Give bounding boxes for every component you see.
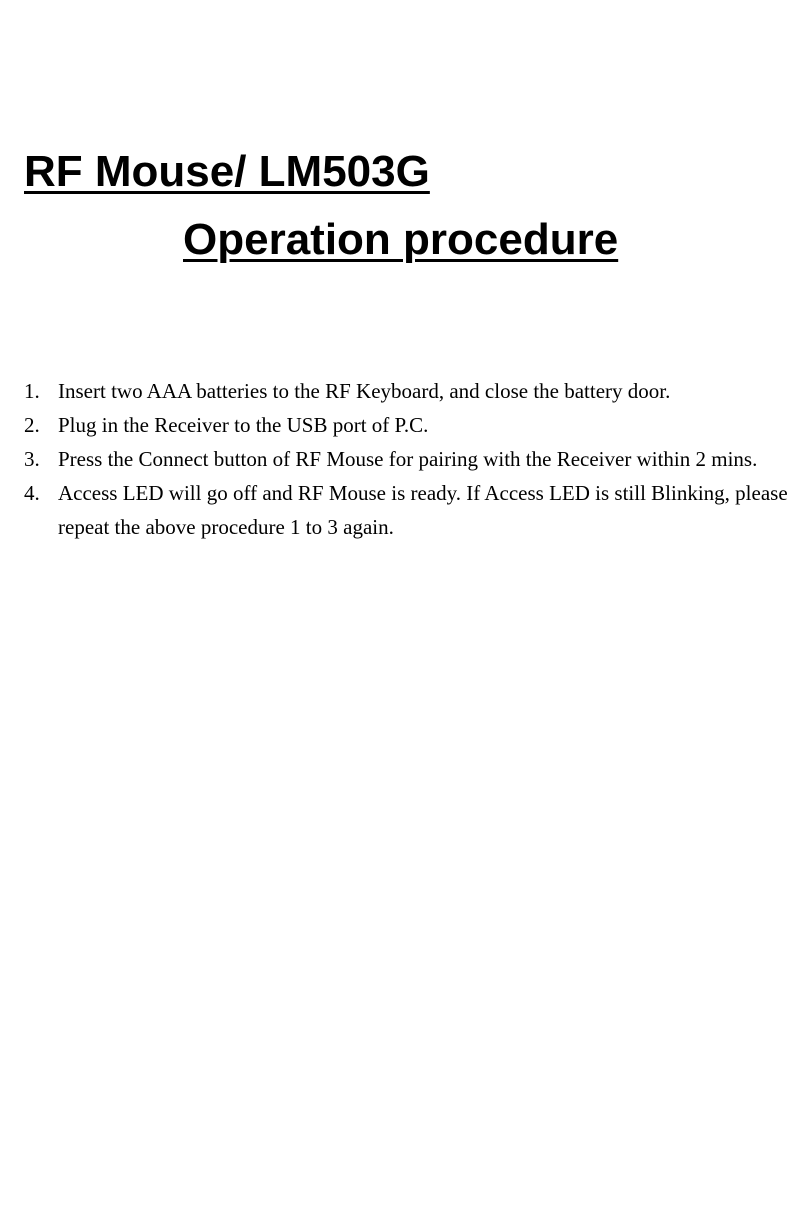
procedure-step-3 — [24, 442, 794, 476]
step-number: 4. — [24, 481, 40, 505]
procedure-steps-list — [24, 374, 794, 544]
document-subtitle: Operation procedure — [183, 215, 619, 264]
step-number: 1. — [24, 379, 40, 403]
procedure-step-4 — [24, 476, 794, 544]
step-text: Insert two AAA batteries to the RF Keyboard, and close the battery door. — [58, 379, 671, 403]
procedure-step-1 — [24, 374, 794, 408]
step-number: 2. — [24, 413, 40, 437]
procedure-step-2 — [24, 408, 794, 442]
step-number: 3. — [24, 447, 40, 471]
document-title: RF Mouse/ LM503G — [24, 147, 430, 196]
step-text: Access LED will go off and RF Mouse is ready. If Access LED is still Blinking, please repeat the above procedure 1 to 3 again. — [58, 481, 788, 539]
step-text: Press the Connect button of RF Mouse for pairing with the Receiver within 2 mins. — [58, 447, 758, 471]
step-text: Plug in the Receiver to the USB port of P.C. — [58, 413, 429, 437]
